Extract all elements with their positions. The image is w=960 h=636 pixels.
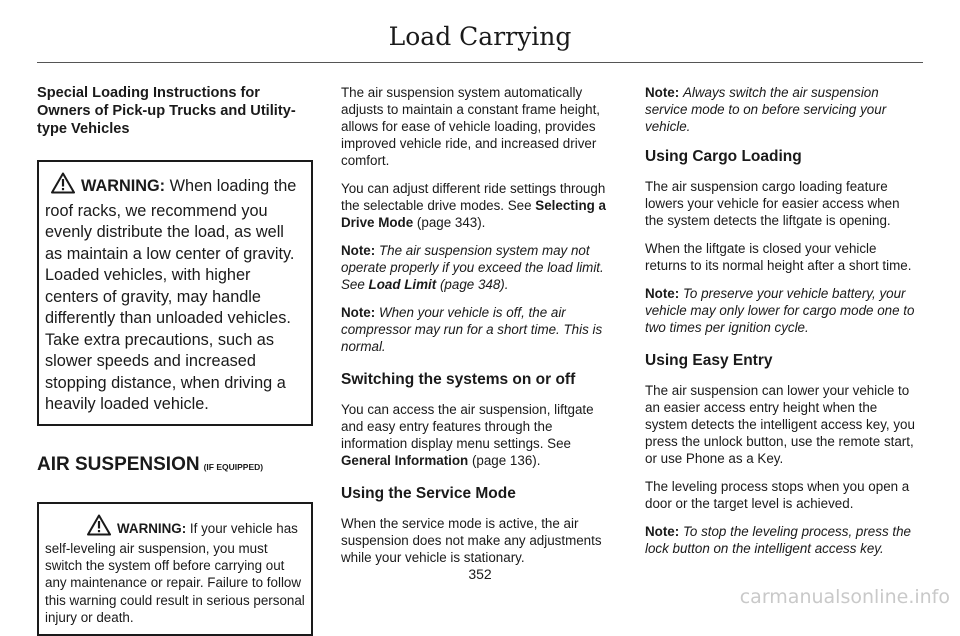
- paragraph-cargo-loading: The air suspension cargo loading feature lowers your vehicle for easier access when the system detects the liftgate is opening.: [645, 178, 921, 229]
- paragraph-liftgate-closed: When the liftgate is closed your vehicle returns to its normal height after a short time.: [645, 240, 921, 274]
- warning-triangle-icon: [87, 514, 111, 540]
- link-load-limit[interactable]: Load Limit: [369, 277, 437, 292]
- heading-if-equipped: (IF EQUIPPED): [204, 462, 264, 472]
- heading-easy-entry: Using Easy Entry: [645, 351, 921, 370]
- paragraph-display-menu: You can access the air suspension, liftgate and easy entry features through the information display menu settings. See General Information (page 136).: [341, 401, 617, 469]
- paragraph-air-suspension-intro: The air suspension system automatically adjusts to maintain a constant frame height, allows for ease of vehicle loading, provides improved vehicle ride, and increased driver comfort.: [341, 84, 617, 169]
- heading-switching-systems: Switching the systems on or off: [341, 370, 617, 389]
- note-service-mode: Note: Always switch the air suspension service mode to on before servicing your vehicle.: [645, 84, 921, 135]
- page-number: 352: [0, 566, 960, 582]
- paragraph-drive-modes: You can adjust different ride settings through the selectable drive modes. See Selecting a Drive Mode (page 343).: [341, 180, 617, 231]
- warning-label: WARNING:: [117, 521, 186, 536]
- heading-service-mode: Using the Service Mode: [341, 484, 617, 503]
- note-battery: Note: To preserve your vehicle battery, your vehicle may only lower for cargo mode one to two times per ignition cycle.: [645, 285, 921, 336]
- paragraph-leveling-stops: The leveling process stops when you open a door or the target level is achieved.: [645, 478, 921, 512]
- page-title: Load Carrying: [0, 22, 960, 51]
- warning-body: When loading the roof racks, we recommend you evenly distribute the load, as well as maintain a low center of gravity. Loaded vehicles, with higher centers of gravity, may handle differently than unloaded vehicles. Take extra precautions, such as slower speeds and increased stopping distance, when driving a heavily loaded vehicle.: [45, 177, 296, 413]
- warning-triangle-icon: [51, 172, 75, 201]
- note-stop-leveling: Note: To stop the leveling process, press the lock button on the intelligent access key.: [645, 523, 921, 557]
- warning-box-roof-racks: [37, 160, 313, 426]
- heading-cargo-loading: Using Cargo Loading: [645, 147, 921, 166]
- heading-air-suspension-text: AIR SUSPENSION: [37, 454, 200, 475]
- watermark: carmanualsonline.info: [740, 586, 950, 608]
- link-general-information[interactable]: General Information: [341, 453, 468, 468]
- warning-body: If your vehicle has self-leveling air suspension, you must switch the system off before carrying out any maintenance or repair. Failure to follow this warning could result in serious personal injury or death.: [45, 521, 305, 625]
- note-compressor: Note: When your vehicle is off, the air compressor may run for a short time. This is normal.: [341, 304, 617, 355]
- column-3: [645, 84, 921, 568]
- paragraph-service-mode: When the service mode is active, the air suspension does not make any adjustments while your vehicle is stationary.: [341, 515, 617, 566]
- warning-text-roof-racks: [45, 172, 305, 416]
- note-load-limit: Note: The air suspension system may not operate properly if you exceed the load limit. See Load Limit (page 348).: [341, 242, 617, 293]
- column-1: [37, 84, 313, 636]
- section-title-special-loading: Special Loading Instructions for Owners of Pick-up Trucks and Utility-type Vehicles: [37, 84, 313, 138]
- paragraph-easy-entry: The air suspension can lower your vehicle to an easier access entry height when the system detects the intelligent access key, you press the unlock button, use the remote start, or use Phone as a Key.: [645, 382, 921, 467]
- warning-label: WARNING:: [81, 177, 165, 195]
- heading-air-suspension: [37, 454, 313, 478]
- link-selecting-drive-mode[interactable]: Selecting a Drive Mode: [341, 198, 606, 230]
- column-2: [341, 84, 617, 577]
- header-divider: [37, 62, 923, 63]
